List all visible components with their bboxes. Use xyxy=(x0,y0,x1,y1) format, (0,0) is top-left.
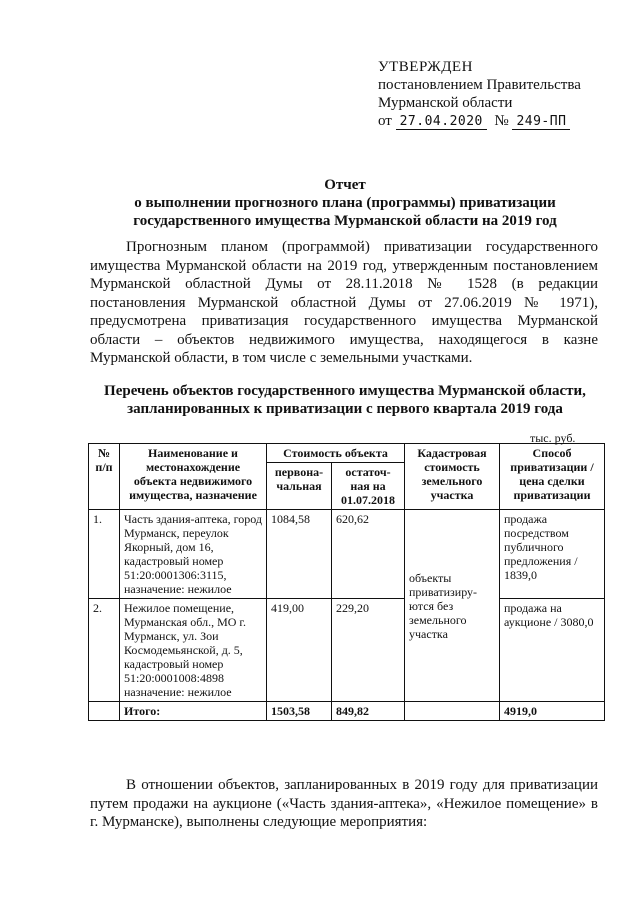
header-method: Способ приватизации / цена сделки приватизации xyxy=(500,444,605,510)
total-cadastral-cell xyxy=(405,702,500,721)
table-row xyxy=(89,599,605,702)
table-header-row xyxy=(89,444,605,463)
table-total-row xyxy=(89,702,605,721)
list-title-line-2: запланированных к приватизации с первого квартала 2019 года xyxy=(127,401,563,417)
header-cadastral: Кадастровая стоимость земельного участка xyxy=(405,444,500,510)
report-title-line-2: о выполнении прогнозного плана (программы) приватизации xyxy=(134,195,556,211)
row-1-name: Часть здания-аптека, город Мурманск, переулок Якорный, дом 16, кадастровый номер 51:20:0001306:3115, назначение: нежилое xyxy=(120,510,267,599)
report-title-line-1: Отчет xyxy=(324,177,366,193)
unit-label: тыс. руб. xyxy=(530,431,576,445)
approval-date: 27.04.2020 xyxy=(396,114,487,130)
table-row xyxy=(89,510,605,599)
row-2-initial: 419,00 xyxy=(267,599,332,702)
row-1-method: продажа посредством публичного предложения / 1839,0 xyxy=(500,510,605,599)
header-name: Наименование и местонахождение объекта недвижимого имущества, назначение xyxy=(120,444,267,510)
header-cost: Стоимость объекта xyxy=(267,444,405,463)
approval-date-line xyxy=(378,112,581,131)
row-1-num: 1. xyxy=(89,510,120,599)
row-2-residual: 229,20 xyxy=(332,599,405,702)
report-title xyxy=(90,176,600,230)
header-cost-residual: остаточ-ная на 01.07.2018 xyxy=(332,463,405,510)
row-2-method: продажа на аукционе / 3080,0 xyxy=(500,599,605,702)
closing-paragraph: В отношении объектов, запланированных в 2019 году для приватизации путем продажи на аукционе («Часть здания-аптека», «Нежилое помещение» в г. Мурманске), выполнены следующие мероприятия: xyxy=(90,777,598,830)
row-2-num: 2. xyxy=(89,599,120,702)
cadastral-merged-cell: объекты приватизиру-ются без земельного участка xyxy=(405,510,500,702)
row-1-initial: 1084,58 xyxy=(267,510,332,599)
total-initial: 1503,58 xyxy=(267,702,332,721)
report-title-line-3: государственного имущества Мурманской области на 2019 год xyxy=(133,213,557,229)
total-num-cell xyxy=(89,702,120,721)
list-title xyxy=(90,382,600,418)
total-label: Итого: xyxy=(120,702,267,721)
approval-line-2: Мурманской области xyxy=(378,95,513,111)
total-residual: 849,82 xyxy=(332,702,405,721)
row-1-residual: 620,62 xyxy=(332,510,405,599)
approval-heading: УТВЕРЖДЕН xyxy=(378,59,473,75)
approval-line-1: постановлением Правительства xyxy=(378,77,581,93)
approval-date-prefix: от xyxy=(378,113,392,129)
total-method: 4919,0 xyxy=(500,702,605,721)
approval-number: 249-ПП xyxy=(512,114,570,130)
objects-table xyxy=(88,443,605,721)
list-title-line-1: Перечень объектов государственного имущества Мурманской области, xyxy=(104,383,586,399)
header-num: № п/п xyxy=(89,444,120,510)
approval-number-prefix: № xyxy=(494,113,509,129)
row-2-name: Нежилое помещение, Мурманская обл., МО г. Мурманск, ул. Зои Космодемьянской, д. 5, кадастровый номер 51:20:0001008:4898 назначение: нежилое xyxy=(120,599,267,702)
header-cost-initial: первона-чальная xyxy=(267,463,332,510)
approval-stamp xyxy=(378,58,581,131)
intro-paragraph: Прогнозным планом (программой) приватизации государственного имущества Мурманской области на 2019 год, утвержденным постановлением Мурманской областной Думы от 28.11.2018 № 1528 (в редакции постановления Мурманской областной Думы от 27.06.2019 № 1971), предусмотрена приватизация государственного имущества Мурманской области – объектов недвижимого имущества, находящегося в казне Мурманской области, в том числе с земельными участками. xyxy=(90,239,598,366)
